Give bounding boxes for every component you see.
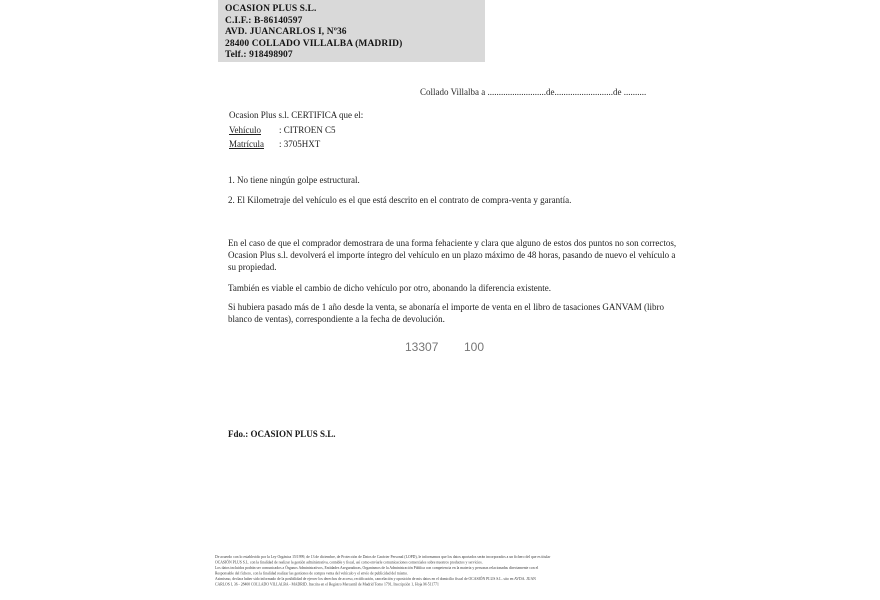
paragraph-refund: En el caso de que el comprador demostrara de una forma fehaciente y clara que alguno de estos dos puntos no son correctos, Ocasion Plus s.l. devolverá el importe íntegro del vehículo en un plazo máximo de 48 horas, pasando de nuevo el vehículo a su propiedad. — [228, 238, 677, 272]
vehicle-line — [229, 125, 336, 135]
company-phone: Telf.: 918498907 — [225, 50, 293, 61]
fine-print-line-3: Los datos incluidos podrán ser comunicados a Órganos Administrativos, Entidades Aseguradoras, Organismos de la Administración Pública con competencia en la materia y personas relacionadas directamente con el — [215, 565, 539, 570]
legal-fine-print — [215, 554, 660, 594]
signature-line: Fdo.: OCASION PLUS S.L. — [228, 429, 336, 439]
overlay-number-left: 13307 — [405, 340, 439, 354]
fine-print-line-4: Responsable del fichero, con la finalidad realizar las gestiones de compra venta del vehículo y el envío de publicidad del mismo. — [215, 571, 409, 576]
fine-print-line-2: OCASIÓN PLUS S.L. con la finalidad de realizar la gestión administrativa, contable y fiscal, así como enviarle comunicaciones comerciales sobre nuestros productos y servicios. — [215, 560, 483, 565]
paragraph-ganvam: Si hubiera pasado más de 1 año desde la venta, se abonaría el importe de venta en el libro de tasaciones GANVAM (libro blanco de ventas), correspondiente a la fecha de devolución. — [228, 302, 664, 324]
vehicle-value: : CITROEN C5 — [279, 125, 336, 135]
company-city: 28400 COLLADO VILLALBA (MADRID) — [225, 38, 403, 49]
point-1: 1. No tiene ningún golpe estructural. — [228, 175, 360, 185]
fine-print-line-6: CARLOS I, 36 - 28400 COLLADO VILLALBA - MADRID. Inscrita en el Registro Mercantil de Madrid Tomo 1791, Inscripción 1, Hoja M-511771 — [215, 582, 439, 587]
company-address: AVD. JUANCARLOS I, Nº36 — [225, 27, 347, 38]
point-2: 2. El Kilometraje del vehículo es el que está descrito en el contrato de compra-venta y garantía. — [228, 195, 572, 205]
letterhead — [218, 0, 485, 62]
certify-intro: Ocasion Plus s.l. CERTIFICA que el: — [229, 110, 364, 120]
company-name: OCASION PLUS S.L. — [225, 4, 317, 14]
plate-label: Matrícula — [229, 139, 264, 149]
date-line: Collado Villalba a ..........................de..........................de .......... — [420, 87, 647, 97]
fine-print-line-5: Asimismo, declara haber sido informado de la posibilidad de ejercer los derechos de acceso, rectificación, cancelación y oposición de mis datos en el domicilio fiscal de OCASIÓN PLUS S.L. sito en AVDA. JUAN — [215, 576, 536, 581]
plate-line — [229, 139, 320, 149]
fine-print-line-1: De acuerdo con lo establecido por la Ley Orgánica 15/1999, de 13 de diciembre, de Protección de Datos de Carácter Personal (LOPD), le informamos que los datos aportados serán incorporados a un fichero del que es titular — [215, 554, 551, 559]
paragraph-exchange: También es viable el cambio de dicho vehículo por otro, abonando la diferencia existente. — [228, 283, 552, 293]
vehicle-label: Vehículo — [229, 125, 261, 135]
overlay-number-right: 100 — [464, 340, 485, 354]
company-cif: C.I.F.: B-86140597 — [225, 15, 303, 26]
plate-value: : 3705HXT — [279, 139, 321, 149]
